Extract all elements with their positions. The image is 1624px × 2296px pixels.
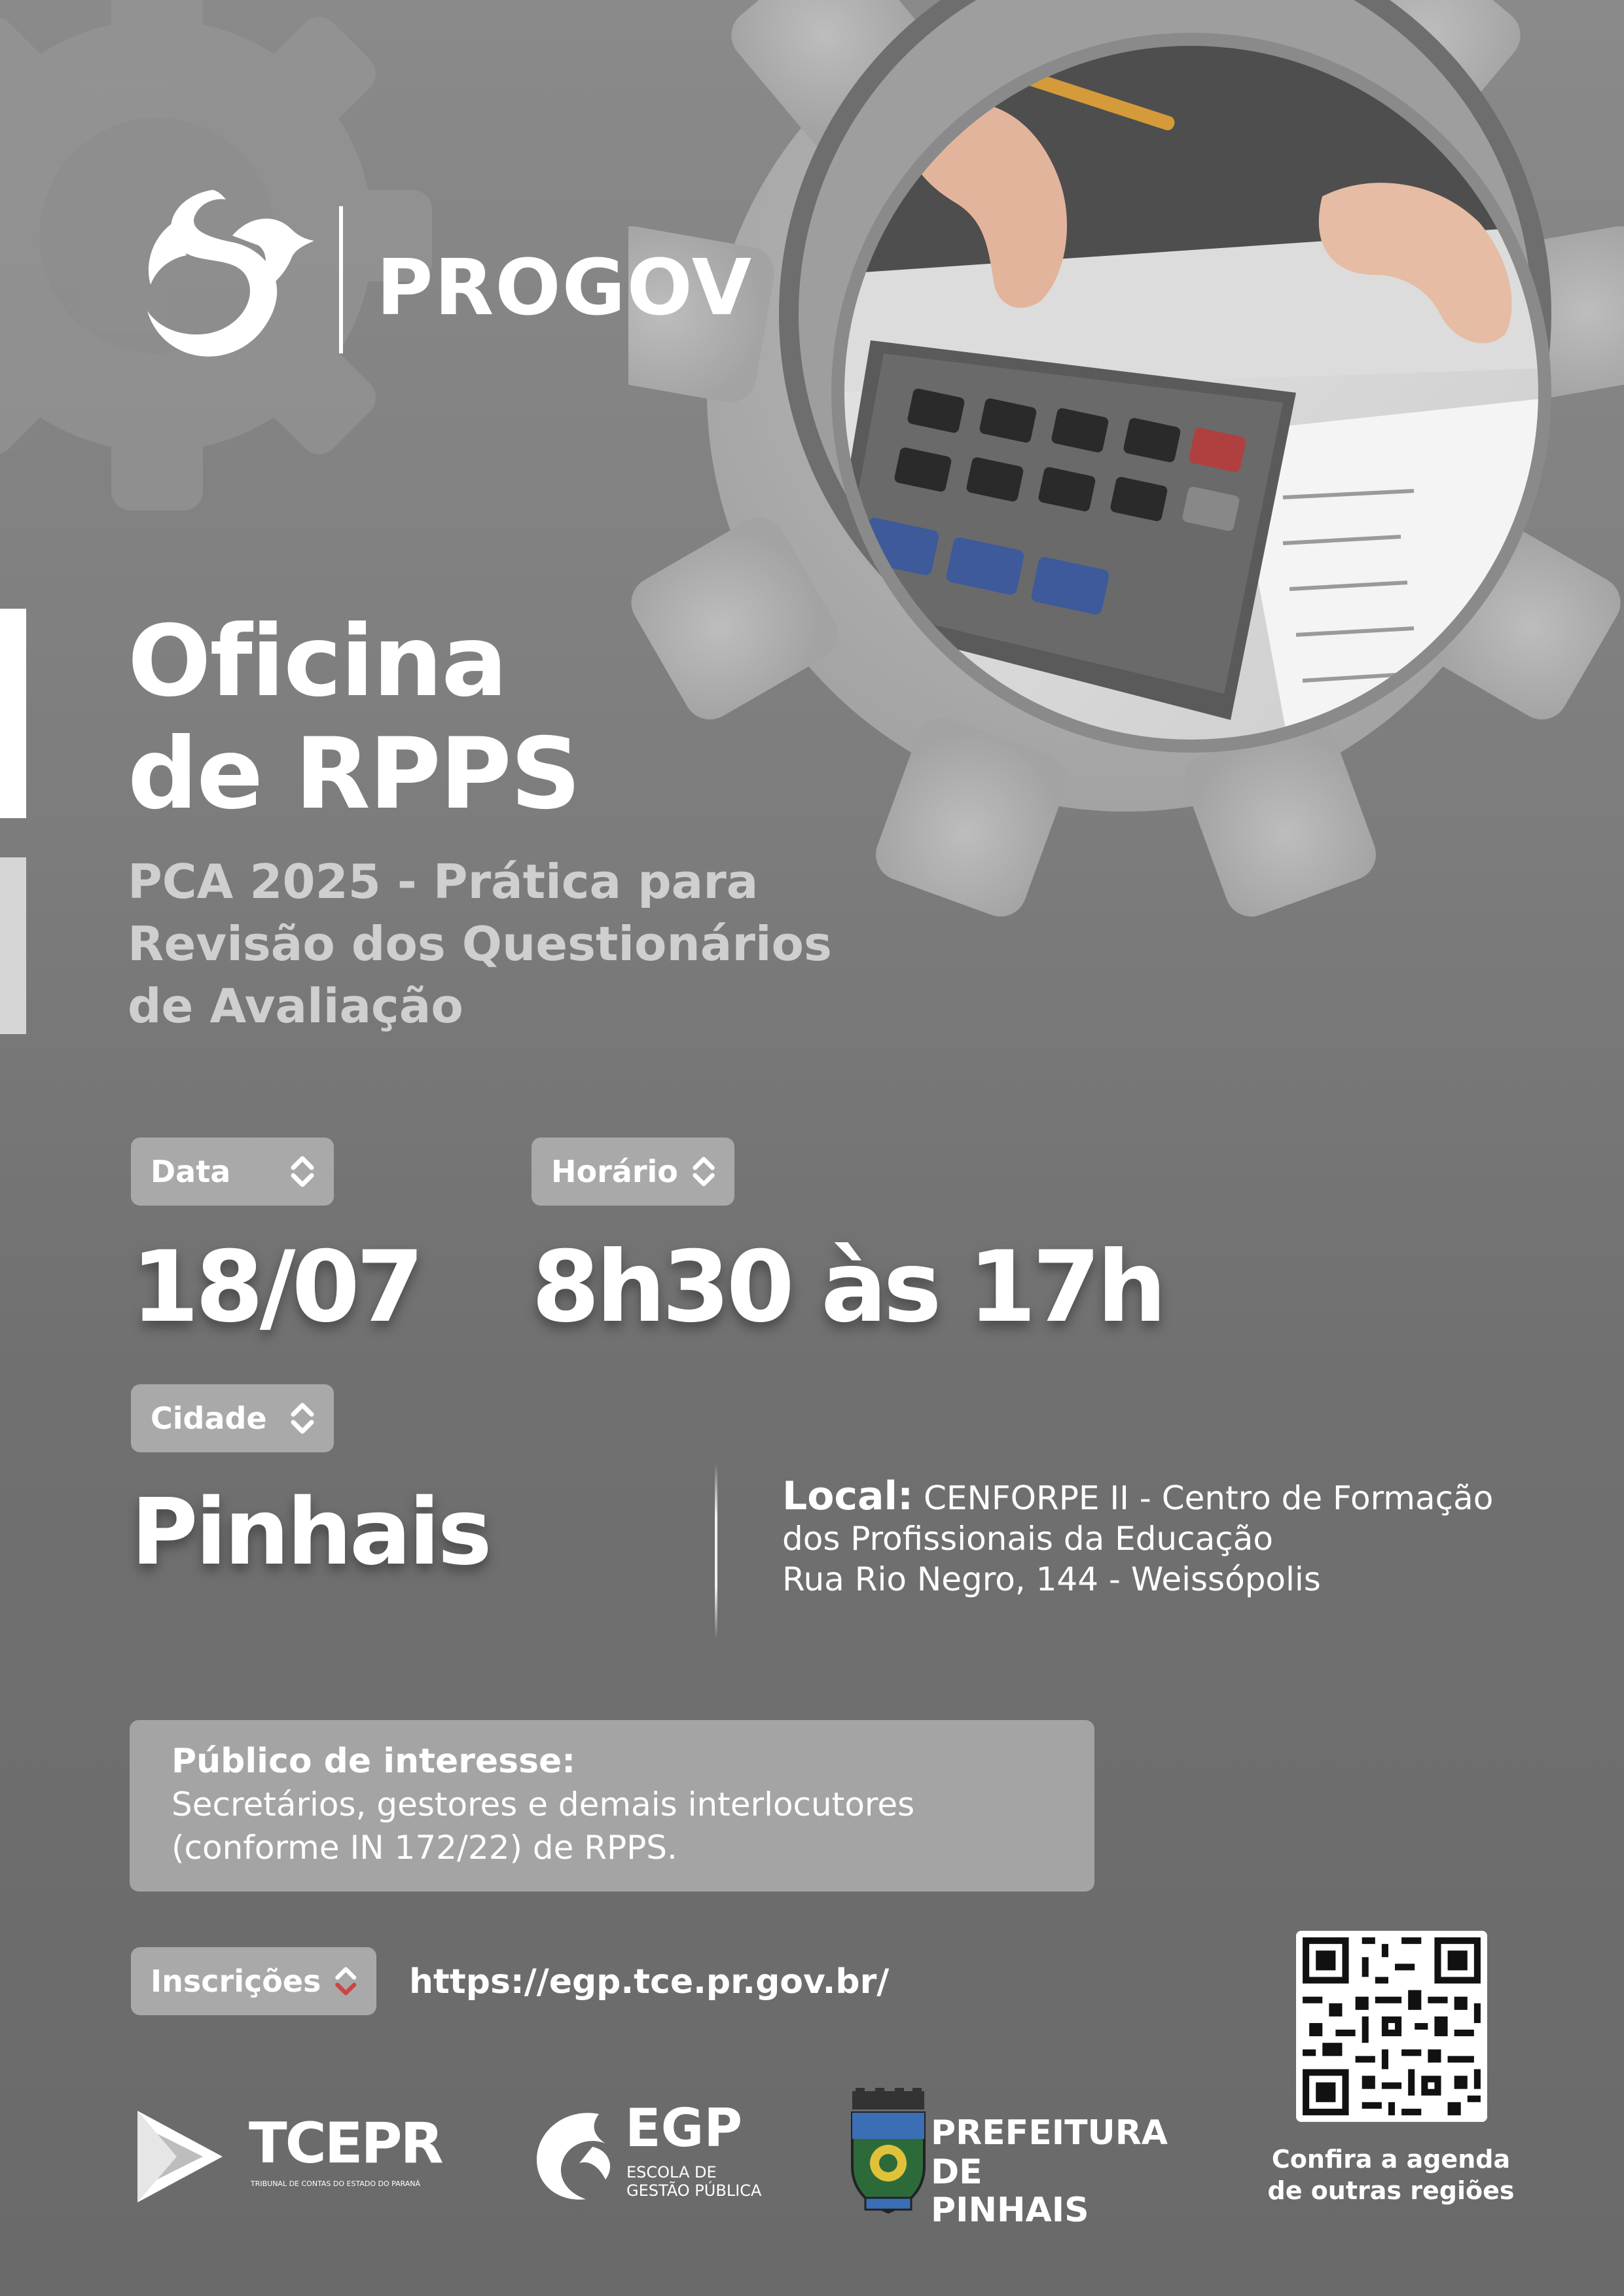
inscricoes-chip bbox=[131, 1947, 376, 2015]
calculator-photo bbox=[825, 26, 1597, 785]
brand-name: PROGOV bbox=[376, 242, 753, 332]
tcepr-triangle-icon bbox=[131, 2104, 229, 2209]
publico-title: Público de interesse: bbox=[171, 1742, 576, 1781]
local-label: Local: bbox=[782, 1473, 914, 1519]
egp-logo bbox=[527, 2098, 776, 2209]
horario-label: Horário bbox=[551, 1154, 678, 1189]
progov-logo-icon bbox=[134, 177, 317, 386]
publico-line-1: Secretários, gestores e demais interlocutores bbox=[171, 1785, 915, 1823]
cidade-label: Cidade bbox=[151, 1401, 267, 1436]
tcepr-logo bbox=[131, 2098, 442, 2209]
prefeitura-pinhais-logo bbox=[839, 2088, 1168, 2230]
chevron-up-down-icon bbox=[289, 1152, 316, 1191]
title-line-2: de RPPS bbox=[128, 717, 580, 831]
chevron-up-down-icon bbox=[691, 1152, 716, 1191]
publico-line-2: (conforme IN 172/22) de RPPS. bbox=[171, 1829, 677, 1867]
local-line-2: dos Profissionais da Educação bbox=[782, 1520, 1273, 1558]
qr-caption bbox=[1244, 2144, 1538, 2206]
qr-caption-line-1: Confira a agenda bbox=[1271, 2145, 1511, 2174]
page-title bbox=[128, 605, 580, 831]
inscricoes-label: Inscrições bbox=[151, 1964, 321, 1999]
cidade-chip bbox=[131, 1384, 334, 1452]
subtitle-line-1: PCA 2025 - Prática para bbox=[128, 854, 759, 909]
title-line-1: Oficina bbox=[128, 605, 507, 719]
egp-subtitle-2: GESTÃO PÚBLICA bbox=[626, 2181, 762, 2200]
egp-swirl-icon bbox=[527, 2101, 619, 2206]
page-subtitle bbox=[128, 851, 832, 1037]
local-line-3: Rua Rio Negro, 144 - Weissópolis bbox=[782, 1560, 1321, 1598]
egp-subtitle-1: ESCOLA DE bbox=[626, 2163, 717, 2181]
event-date: 18/07 bbox=[131, 1230, 421, 1344]
local-line-1: CENFORPE II - Centro de Formação bbox=[923, 1479, 1494, 1517]
event-location bbox=[782, 1473, 1600, 1600]
qr-caption-line-2: de outras regiões bbox=[1267, 2176, 1515, 2205]
qr-code[interactable] bbox=[1296, 1931, 1487, 2122]
chevron-up-down-icon bbox=[289, 1399, 316, 1438]
chevron-up-down-icon bbox=[334, 1962, 358, 2001]
subtitle-line-3: de Avaliação bbox=[128, 978, 463, 1033]
event-city: Pinhais bbox=[131, 1479, 490, 1586]
pinhais-coat-of-arms-icon bbox=[839, 2088, 937, 2219]
egp-name: EGP bbox=[625, 2098, 742, 2159]
data-chip bbox=[131, 1138, 334, 1206]
local-divider bbox=[715, 1463, 717, 1640]
event-time: 8h30 às 17h bbox=[532, 1230, 1163, 1344]
logo-divider bbox=[339, 206, 343, 353]
subtitle-line-2: Revisão dos Questionários bbox=[128, 916, 832, 971]
tcepr-name: TCEPR bbox=[249, 2111, 442, 2176]
pinhais-name-1: PREFEITURA bbox=[931, 2113, 1168, 2153]
accent-bar-white bbox=[0, 609, 26, 818]
horario-chip bbox=[532, 1138, 734, 1206]
data-label: Data bbox=[151, 1154, 231, 1189]
publico-box bbox=[130, 1720, 1094, 1892]
inscricoes-link[interactable]: https://egp.tce.pr.gov.br/ bbox=[409, 1962, 890, 2001]
pinhais-name-2: DE PINHAIS bbox=[931, 2153, 1089, 2230]
tcepr-subtitle: TRIBUNAL DE CONTAS DO ESTADO DO PARANÁ bbox=[251, 2179, 421, 2188]
accent-bar-gray bbox=[0, 857, 26, 1034]
